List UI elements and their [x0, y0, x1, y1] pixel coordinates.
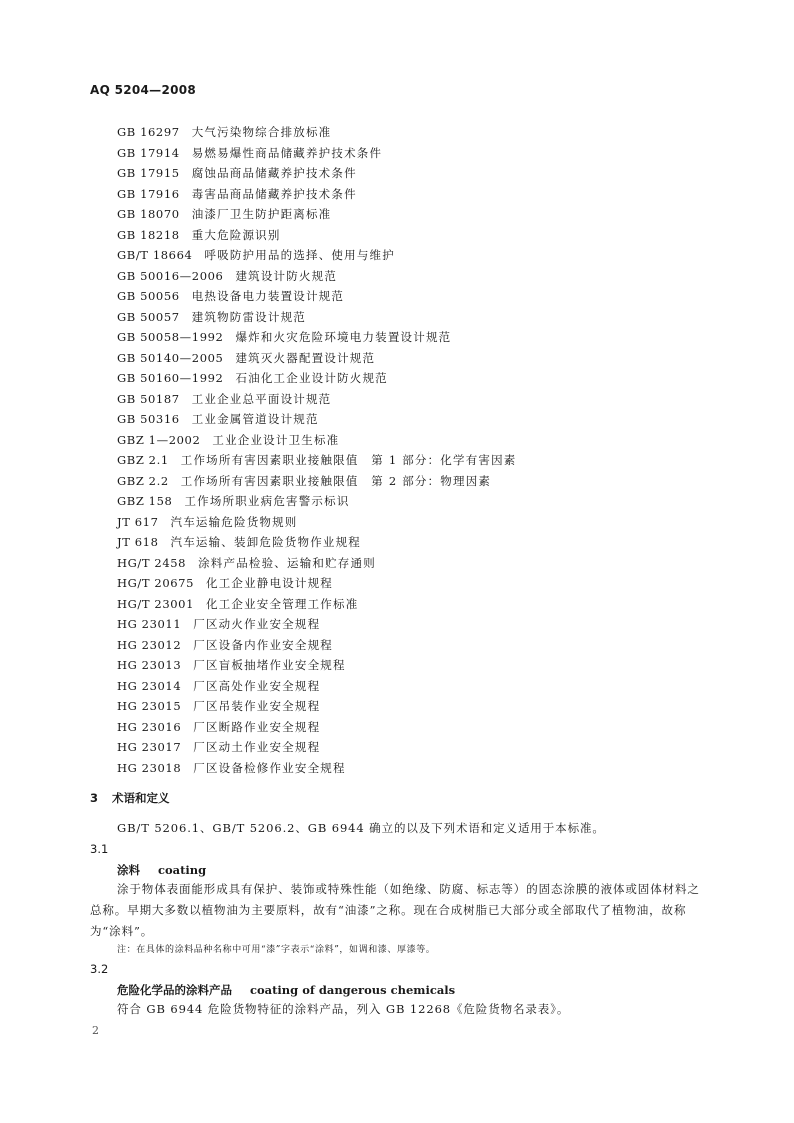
reference-title: 工作场所有害因素职业接触限值 第 1 部分：化学有害因素 [180, 453, 517, 467]
reference-code: HG/T 23001 [117, 596, 194, 611]
reference-title: 工业企业总平面设计规范 [191, 391, 332, 406]
reference-code: GB 17914 [117, 145, 180, 160]
reference-title: 爆炸和火灾危险环境电力装置设计规范 [235, 330, 452, 344]
reference-item [117, 594, 517, 615]
reference-title: 汽车运输危险货物规则 [170, 514, 298, 529]
reference-item [117, 225, 517, 246]
reference-code: HG/T 2458 [117, 555, 187, 570]
reference-title: 厂区高处作业安全规程 [193, 678, 321, 693]
reference-title: 化工企业安全管理工作标准 [206, 596, 359, 611]
reference-item [117, 286, 517, 307]
term-en: coating of dangerous chemicals [250, 983, 456, 997]
reference-item [117, 717, 517, 738]
reference-item [117, 676, 517, 697]
reference-title: 工业金属管道设计规范 [191, 412, 319, 426]
section-intro: GB/T 5206.1、GB/T 5206.2、GB 6944 确立的以及下列术语和定义适用于本标准。 [117, 821, 605, 835]
reference-item [117, 409, 517, 430]
reference-title: 涂料产品检验、运输和贮存通则 [198, 555, 376, 570]
reference-code: HG 23018 [117, 760, 182, 775]
term-definition: 符合 GB 6944 危险货物特征的涂料产品，列入 GB 12268《危险货物名录表》。 [117, 1002, 570, 1016]
reference-code: JT 618 [117, 535, 159, 549]
reference-code: GB 17915 [117, 166, 180, 180]
term-heading [117, 982, 455, 998]
reference-item [117, 307, 517, 328]
section-number: 3 [90, 791, 99, 805]
term-zh: 危险化学品的涂料产品 [117, 983, 232, 997]
reference-item [117, 348, 517, 369]
reference-code: GBZ 2.1 [117, 453, 169, 467]
reference-title: 工作场所有害因素职业接触限值 第 2 部分：物理因素 [180, 473, 492, 488]
section-heading [90, 790, 170, 806]
reference-title: 工作场所职业病危害警示标识 [184, 494, 350, 508]
reference-code: JT 617 [117, 514, 159, 529]
reference-item [117, 143, 517, 164]
reference-code: GB 50057 [117, 309, 180, 324]
reference-item [117, 532, 517, 553]
reference-title: 油漆厂卫生防护距离标准 [191, 207, 332, 221]
reference-title: 毒害品商品储藏养护技术条件 [191, 186, 357, 201]
reference-item [117, 737, 517, 758]
reference-item [117, 368, 517, 389]
reference-title: 厂区设备检修作业安全规程 [193, 760, 346, 775]
clause-number: 3.2 [90, 962, 109, 976]
reference-code: HG 23012 [117, 637, 182, 652]
reference-item [117, 553, 517, 574]
reference-title: 厂区动火作业安全规程 [193, 617, 321, 631]
reference-code: HG 23015 [117, 699, 182, 713]
reference-code: HG/T 20675 [117, 576, 194, 590]
reference-code: GB 18070 [117, 207, 180, 221]
reference-item [117, 184, 517, 205]
reference-item [117, 696, 517, 717]
reference-code: GB 50316 [117, 412, 180, 426]
reference-code: GB 50140—2005 [117, 350, 224, 365]
reference-item [117, 245, 517, 266]
reference-item [117, 614, 517, 635]
reference-title: 建筑设计防火规范 [235, 268, 338, 283]
reference-code: GB 17916 [117, 186, 180, 201]
reference-code: GBZ 1—2002 [117, 432, 201, 447]
reference-code: GB/T 18664 [117, 248, 193, 262]
reference-item [117, 266, 517, 287]
normative-reference-list [117, 122, 517, 778]
reference-title: 厂区吊装作业安全规程 [193, 699, 321, 713]
reference-item [117, 491, 517, 512]
reference-code: HG 23014 [117, 678, 182, 693]
reference-code: HG 23011 [117, 617, 182, 631]
standard-header: AQ 5204—2008 [90, 83, 197, 97]
page-number: 2 [92, 1024, 99, 1037]
reference-title: 重大危险源识别 [191, 227, 281, 242]
reference-title: 石油化工企业设计防火规范 [235, 371, 388, 385]
reference-code: GB 50187 [117, 391, 180, 406]
clause-number: 3.1 [90, 842, 109, 856]
term-note: 注：在具体的涂料品种名称中可用“漆”字表示“涂料”，如调和漆、厚漆等。 [117, 945, 436, 955]
reference-item [117, 430, 517, 451]
reference-item [117, 450, 517, 471]
reference-item [117, 389, 517, 410]
reference-code: GB 16297 [117, 125, 180, 139]
reference-title: 化工企业静电设计规程 [206, 576, 333, 590]
reference-title: 厂区设备内作业安全规程 [193, 637, 333, 652]
reference-code: GB 50016—2006 [117, 268, 224, 283]
reference-item [117, 163, 517, 184]
reference-title: 电热设备电力装置设计规范 [191, 289, 345, 303]
reference-title: 汽车运输、装卸危险货物作业规程 [170, 535, 361, 549]
reference-code: HG 23013 [117, 658, 182, 672]
reference-title: 厂区盲板抽堵作业安全规程 [193, 658, 346, 672]
term-en: coating [158, 863, 207, 877]
reference-item [117, 204, 517, 225]
term-definition: 涂于物体表面能形成具有保护、装饰或特殊性能（如绝缘、防腐、标志等）的固态涂膜的液体或固体材料之总称。早期大多数以植物油为主要原料，故有“油漆”之称。现在合成树脂已大部分或全部取代了植物油，故称为“涂料”。 [90, 882, 700, 938]
reference-title: 建筑物防雷设计规范 [191, 309, 306, 324]
reference-code: HG 23016 [117, 719, 182, 734]
reference-item [117, 512, 517, 533]
term-heading [117, 862, 206, 878]
reference-title: 大气污染物综合排放标准 [191, 125, 332, 139]
reference-item [117, 327, 517, 348]
reference-item [117, 471, 517, 492]
reference-title: 工业企业设计卫生标准 [212, 432, 340, 447]
reference-code: GB 18218 [117, 227, 180, 242]
reference-title: 易燃易爆性商品储藏养护技术条件 [191, 145, 383, 160]
reference-code: HG 23017 [117, 740, 182, 754]
reference-item [117, 122, 517, 143]
reference-code: GB 50056 [117, 289, 180, 303]
section-title: 术语和定义 [112, 791, 170, 805]
reference-item [117, 573, 517, 594]
reference-code: GBZ 158 [117, 494, 173, 508]
reference-code: GBZ 2.2 [117, 473, 169, 488]
reference-title: 厂区断路作业安全规程 [193, 719, 321, 734]
reference-code: GB 50058—1992 [117, 330, 224, 344]
reference-code: GB 50160—1992 [117, 371, 224, 385]
reference-title: 呼吸防护用品的选择、使用与维护 [204, 248, 395, 262]
reference-item [117, 635, 517, 656]
reference-item [117, 655, 517, 676]
reference-title: 腐蚀品商品储藏养护技术条件 [191, 166, 357, 180]
term-zh: 涂料 [117, 863, 140, 877]
reference-item [117, 758, 517, 779]
reference-title: 厂区动土作业安全规程 [193, 740, 321, 754]
reference-title: 建筑灭火器配置设计规范 [235, 350, 376, 365]
